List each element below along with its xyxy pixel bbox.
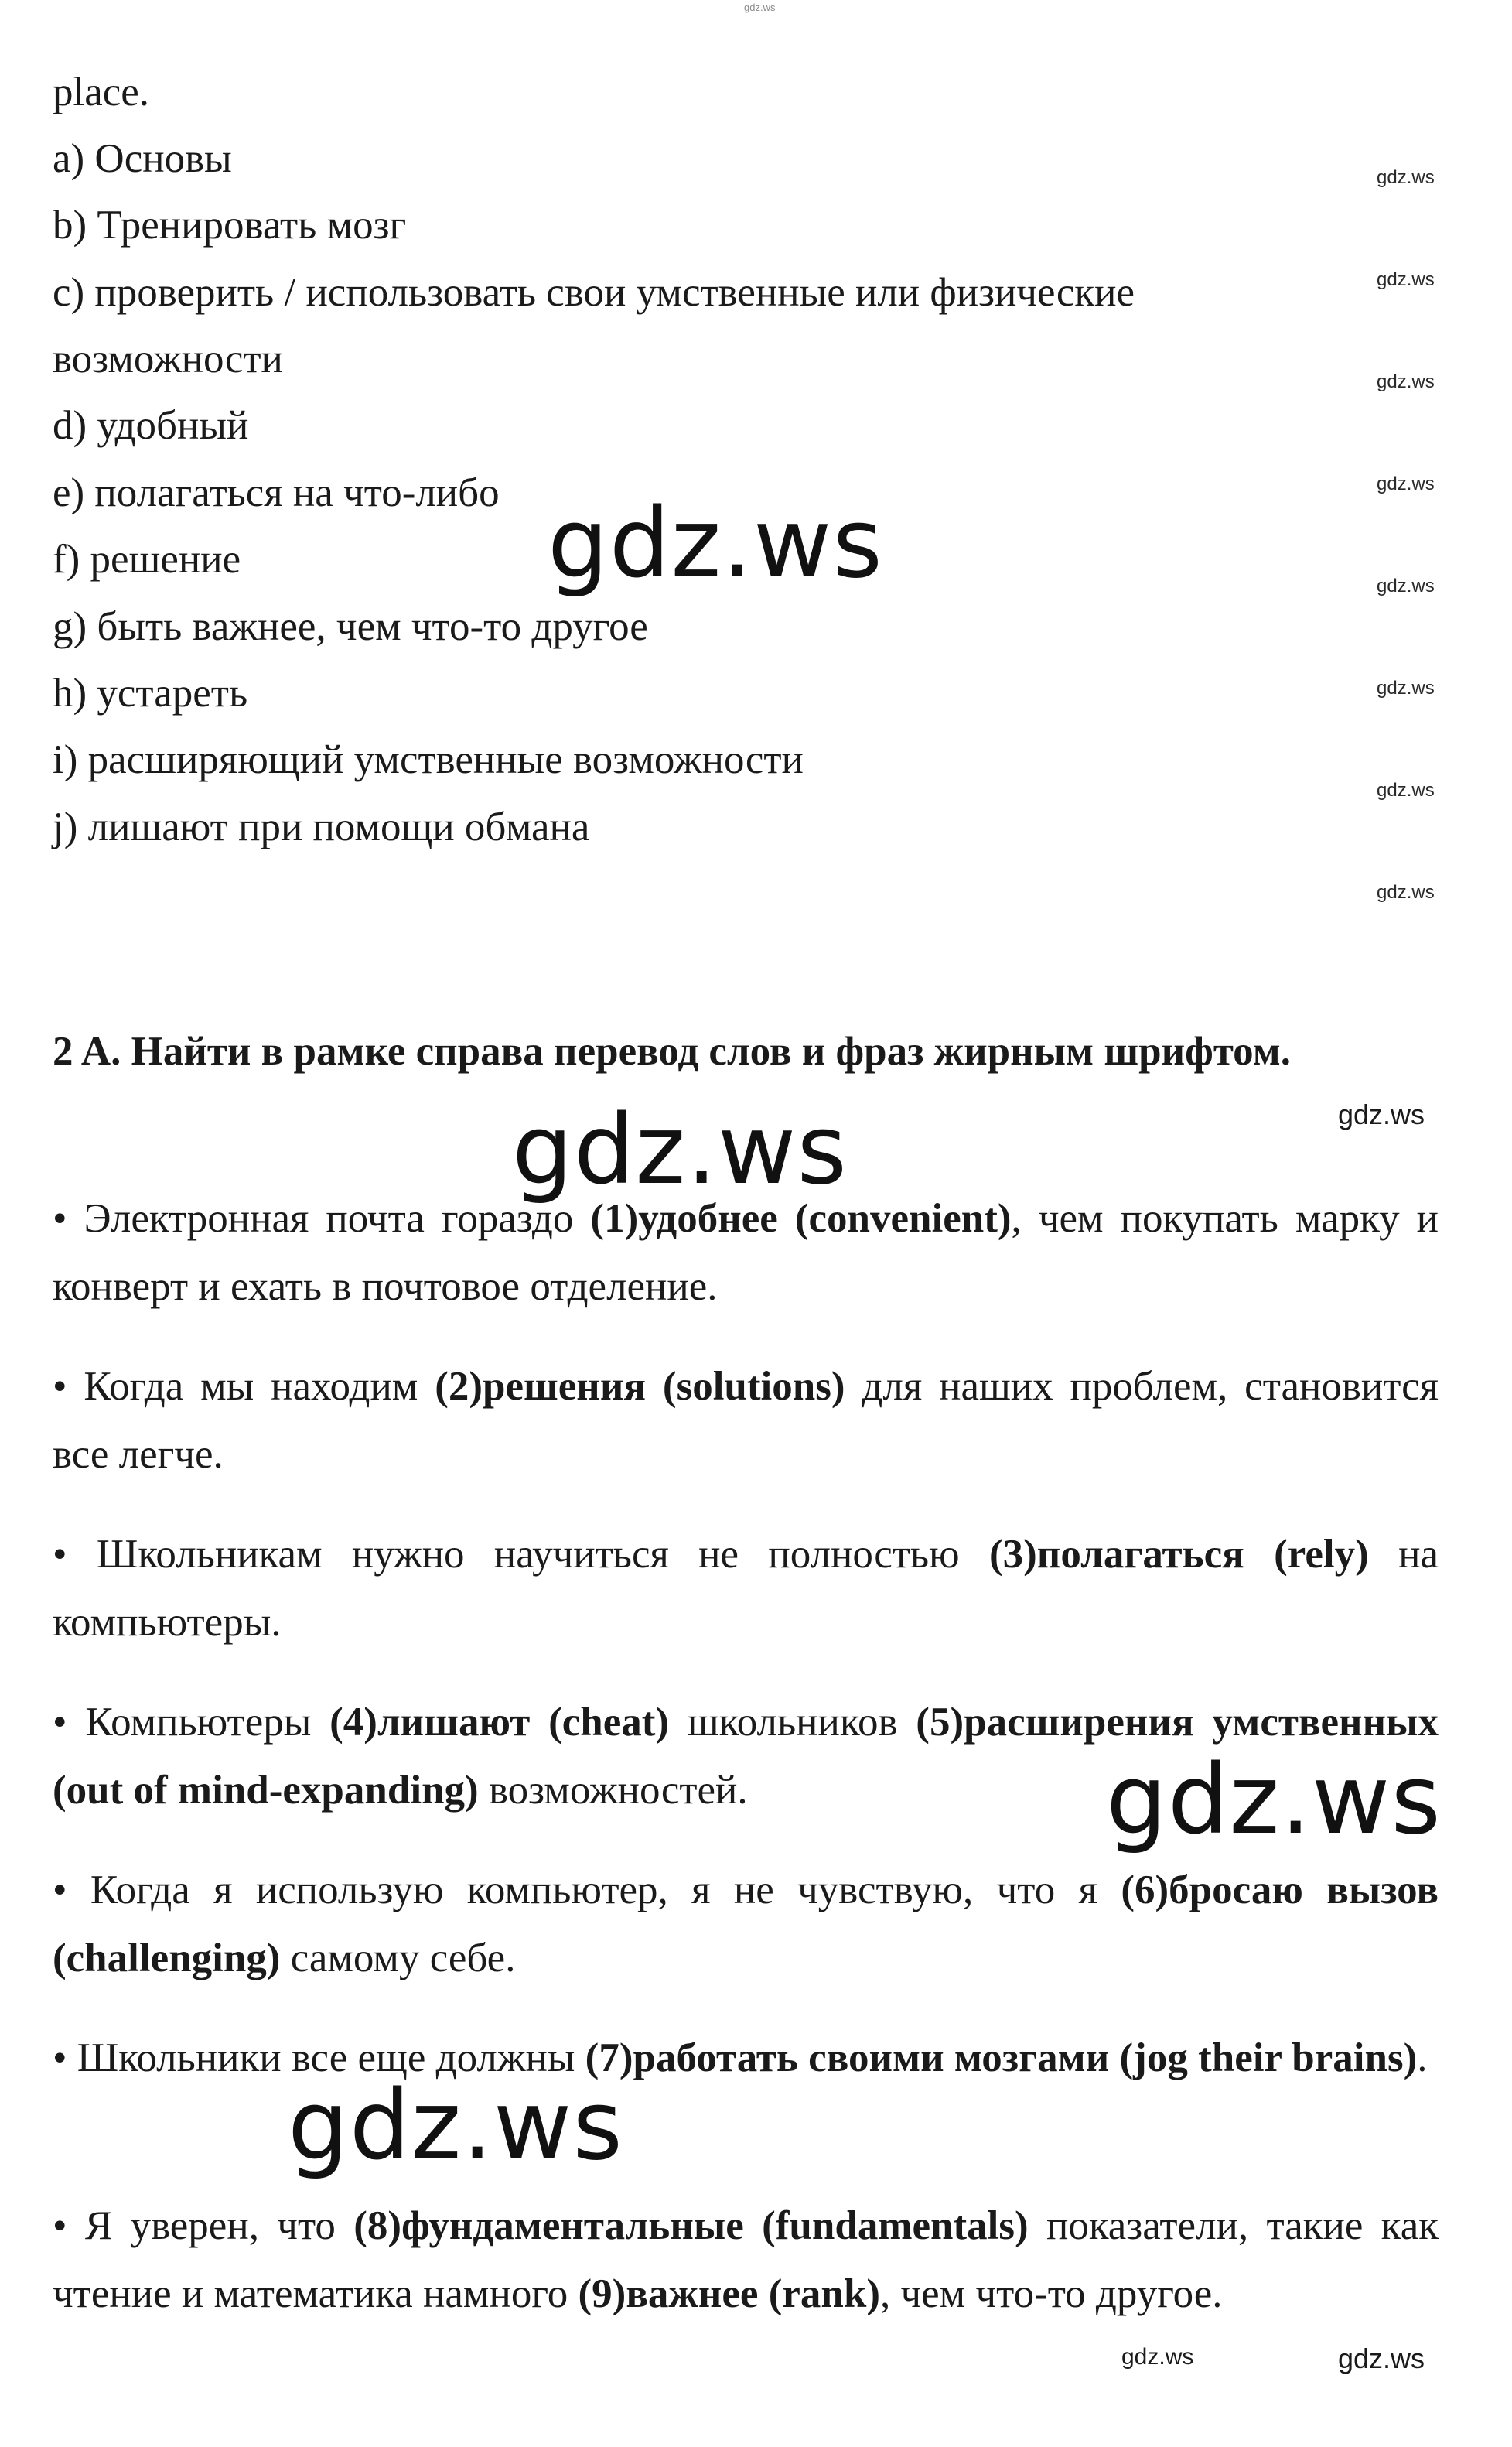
side-watermark: gdz.ws — [1377, 473, 1435, 494]
definition-line: возможности — [53, 337, 283, 381]
answer-bold: (5)расширения умственных (out of mind-expanding) — [53, 1700, 1439, 1813]
answer-bold: (2)решения (solutions) — [435, 1364, 845, 1409]
answer-bold: (1)удобнее (convenient) — [590, 1196, 1012, 1241]
answer-bold: (4)лишают (cheat) — [329, 1700, 670, 1745]
definition-line: e) полагаться на что-либо — [53, 470, 500, 515]
definition-line: a) Основы — [53, 136, 232, 181]
side-watermark: gdz.ws — [1377, 576, 1435, 596]
side-watermark: gdz.ws — [1377, 780, 1435, 801]
small-watermark: gdz.ws — [1338, 1099, 1425, 1130]
watermark: gdz.ws — [288, 2070, 623, 2182]
definition-line: f) решение — [53, 537, 241, 582]
side-watermark: gdz.ws — [1377, 269, 1435, 290]
definition-line: j) лишают при помощи обмана — [53, 805, 590, 849]
sentence-item: • Когда мы находим (2)решения (solutions) для наших проблем, становится все легче. — [53, 1364, 1439, 1477]
side-watermark: gdz.ws — [1377, 167, 1435, 188]
task-heading: 2 A. Найти в рамке справа перевод слов и фраз жирным шрифтом. — [53, 1029, 1291, 1074]
top-watermark: gdz.ws — [744, 2, 776, 13]
definition-line: c) проверить / использовать свои умственные или физические — [53, 270, 1135, 315]
small-watermark: gdz.ws — [1338, 2343, 1425, 2374]
side-watermark: gdz.ws — [1377, 371, 1435, 392]
side-watermark: gdz.ws — [1377, 882, 1435, 903]
sentence-item: • Когда я использую компьютер, я не чувствую, что я (6)бросаю вызов (challenging) самому себе. — [53, 1868, 1439, 1980]
small-watermark: gdz.ws — [1121, 2344, 1194, 2370]
definition-line: g) быть важнее, чем что-то другое — [53, 604, 648, 649]
sentence-item: • Компьютеры (4)лишают (cheat) школьников (5)расширения умственных (out of mind-expanding) возможностей. — [53, 1700, 1439, 1813]
sentence-item: • Я уверен, что (8)фундаментальные (fundamentals) показатели, такие как чтение и математика намного (9)важнее (rank), чем что-то другое. — [53, 2203, 1439, 2316]
watermark: gdz.ws — [548, 488, 883, 600]
definition-line: i) расширяющий умственные возможности — [53, 737, 804, 782]
watermark: gdz.ws — [512, 1095, 848, 1206]
definition-line: d) удобный — [53, 403, 249, 448]
answer-bold: (9)важнее (rank) — [578, 2271, 880, 2316]
side-watermark: gdz.ws — [1377, 678, 1435, 699]
answer-bold: (3)полагаться (rely) — [988, 1532, 1369, 1577]
sentence-item: • Школьники все еще должны (7)работать своими мозгами (jog their brains). — [53, 2035, 1428, 2080]
answer-bold: (8)фундаментальные (fundamentals) — [353, 2203, 1029, 2248]
answer-bold: (6)бросаю вызов (challenging) — [53, 1868, 1439, 1980]
definition-line: b) Тренировать мозг — [53, 203, 407, 248]
answer-bold: (7)работать своими мозгами (jog their brains) — [585, 2035, 1418, 2080]
definition-line: h) устареть — [53, 671, 248, 716]
watermark: gdz.ws — [1106, 1745, 1442, 1856]
intro-line: place. — [53, 70, 150, 114]
sentence-item: • Школьникам нужно научиться не полностью (3)полагаться (rely) на компьютеры. — [53, 1532, 1439, 1645]
sentence-item: • Электронная почта гораздо (1)удобнее (convenient), чем покупать марку и конверт и ехать в почтовое отделение. — [53, 1196, 1439, 1309]
